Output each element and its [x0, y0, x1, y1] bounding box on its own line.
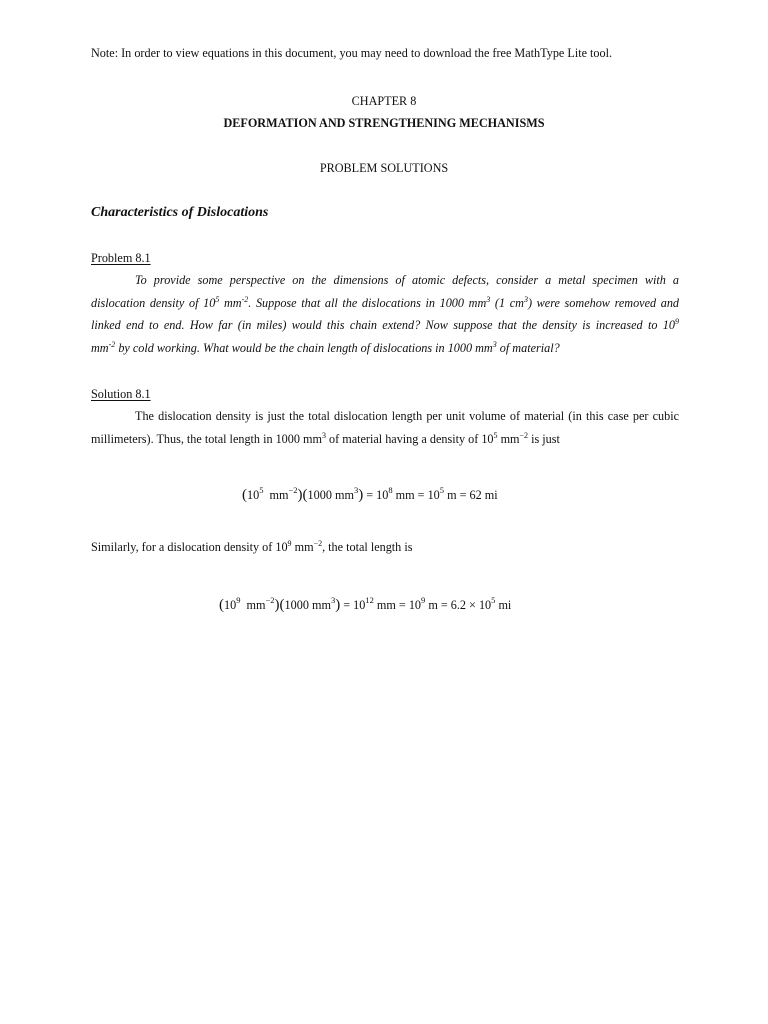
- problem-label: Problem 8.1: [91, 251, 151, 265]
- problem-line-1: To provide some perspective on the dimensions of atomic defects, consider a metal specimen with a: [135, 273, 679, 287]
- solution-line-1: The dislocation density is just the total dislocation length per unit volume of material (in this case per cubic: [135, 409, 679, 423]
- solution-text: [91, 405, 679, 450]
- solution-line-2: millimeters). Thus, the total length in 1000 $mm^3$ of material having a density of $10^5$ $mm^{-2}$ is just: [91, 430, 560, 446]
- similarly-text: Similarly, for a dislocation density of $10^9$ $mm^{-2}$, the total length is: [91, 539, 413, 554]
- problem-solutions-heading: PROBLEM SOLUTIONS: [319, 161, 449, 175]
- problem-line-2: dislocation density of $10^5$ $mm^{-2}$. Suppose that all the dislocations in 1000 $mm^3$ (1 $cm^3$) were somehow removed and: [91, 294, 680, 310]
- chapter-title: DEFORMATION AND STRENGTHENING MECHANISMS: [223, 116, 545, 130]
- mathtype-note: Note: In order to view equations in this document, you may need to download the free MathType Lite tool.: [91, 46, 613, 60]
- equation-1: ($10^5$ $mm^{-2})(1000$ $mm^3) = 10^8$ mm = $10^5$ m = 62 mi: [242, 485, 498, 503]
- equation-2: ($10^9$ $mm^{-2})(1000$ $mm^3) = 10^{12}$ mm = $10^9$ $m = 6.2 \times 10^5$ mi: [219, 595, 512, 613]
- problem-line-3: linked end to end. How far (in miles) would this chain extend? Now suppose that the density is increased to $10^9$: [91, 317, 679, 332]
- problem-line-4: $mm^{-2}$ by cold working. What would be the chain length of dislocations in 1000 $mm^3$ of material?: [91, 339, 560, 355]
- chapter-number: CHAPTER 8: [351, 94, 417, 108]
- solution-label: Solution 8.1: [91, 387, 151, 401]
- section-heading: Characteristics of Dislocations: [91, 205, 269, 220]
- problem-statement: [91, 269, 679, 359]
